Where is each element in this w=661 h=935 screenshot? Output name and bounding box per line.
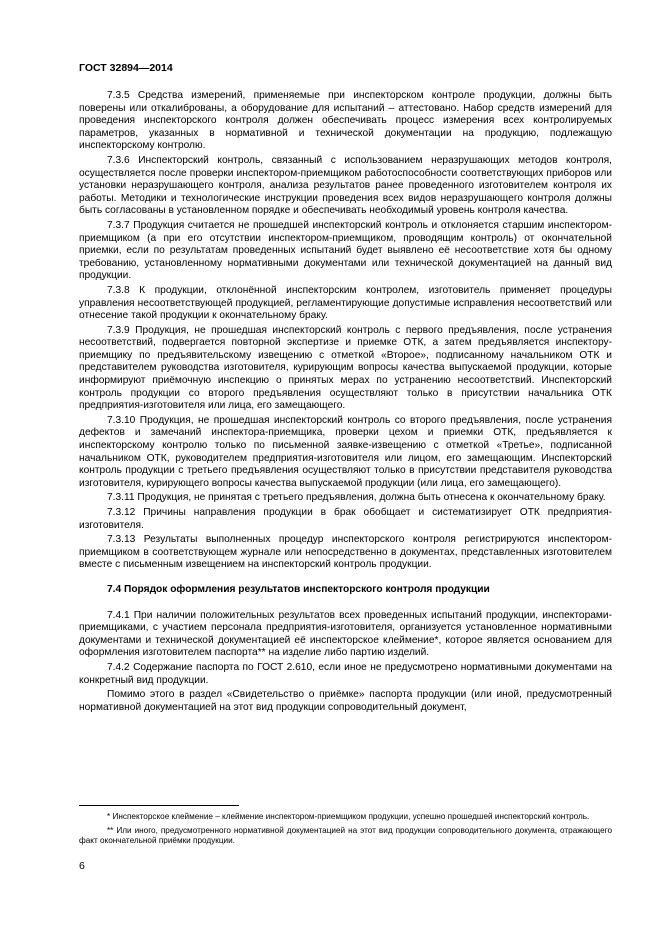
paragraph-7-4-2: 7.4.2 Содержание паспорта по ГОСТ 2.610, если иное не предусмотрено нормативными документами на конкретный вид продукции. xyxy=(79,661,612,686)
section-title: 7.4 Порядок оформления результатов инспекторского контроля продукции xyxy=(107,583,490,595)
paragraph-7-3-9: 7.3.9 Продукция, не прошедшая инспекторский контроль с первого предъявления, после устранения несоответствий, подвергается повторной экспертизе и приемке ОТК, а затем предъявляется инспектору-приемщику по предъявительскому извещению с отметкой «Второе», подписанному начальником ОТК и представителем руководства изготовителя, курирующим вопросы качества выпускаемой продукции, которые информируют приёмочную инспекцию о принятых мерах по устранению несоответствий. Инспекторский контроль продукции со второго предъявления осуществляют только в присутствии начальника ОТК предприятия-изготовителя или лица, его замещающего. xyxy=(79,324,612,412)
paragraph-7-3-6: 7.3.6 Инспекторский контроль, связанный с использованием неразрушающих методов контроля, осуществляется после проверки инспектором-приемщиком работоспособности соответствующих приборов или установки неразрушающего контроля, анализа результатов ранее проведенного изготовителем контроля их работы. Методики и технологические инструкции проведения всех видов неразрушающего контроля должны быть согласованы в установленном порядке и обеспечивать необходимый уровень контроля качества. xyxy=(79,154,612,217)
footnote-divider xyxy=(79,805,239,806)
footnotes xyxy=(79,812,612,850)
paragraph-7-3-10: 7.3.10 Продукция, не прошедшая инспекторский контроль со второго предъявления, после устранения дефектов и замечаний инспектора-приемщика, проверки цехом и приемки ОТК, предъявляется к инспекторскому контролю только по письменной заявке-извещению с отметкой «Третье», подписанной начальником ОТК, руководителем предприятия-изготовителя или лицом, его замещающим. Инспекторский контроль продукции с третьего предъявления осуществляют только в присутствии представителя руководства изготовителя, курирующего вопросы качества выпускаемой продукции (или лица, его замещающего). xyxy=(79,414,612,489)
page-number: 6 xyxy=(79,860,85,872)
paragraph-7-3-8: 7.3.8 К продукции, отклонённой инспекторским контролем, изготовитель применяет процедуры управления несоответствующей продукцией, регламентирующие допустимые исправления несоответствий или отнесение такой продукции к окончательному браку. xyxy=(79,284,612,322)
paragraph-7-3-13: 7.3.13 Результаты выполненных процедур инспекторского контроля регистрируются инспектором-приемщиком в соответствующем журнале или непосредственно в документах, представленных изготовителем вместе с письменным извещением на инспекторский контроль продукции. xyxy=(79,534,612,571)
footnote-1: * Инспекторское клеймение – клеймение инспектором-приемщиком продукции, успешно прошедшей инспекторский контроль. xyxy=(107,812,590,821)
paragraph-7-3-11: 7.3.11 Продукция, не принятая с третьего предъявления, должна быть отнесена к окончательному браку. xyxy=(107,492,606,504)
footnote-2: ** Или иного, предусмотренного нормативной документацией на этот вид продукции сопроводительного документа, отражающего факт окончательной приёмки продукции. xyxy=(79,825,612,846)
paragraph-7-3-7: 7.3.7 Продукция считается не прошедшей инспекторский контроль и отклоняется старшим инспектором-приемщиком (а при его отсутствии инспектором-приемщиком, проводящим контроль) от окончательной приемки, если по результатам проведенных испытаний будет выявлено её несоответствие хотя бы одному требованию, установленному нормативными документами или технической документацией на данный вид продукции. xyxy=(79,219,612,282)
document-code-header: ГОСТ 32894—2014 xyxy=(79,62,173,74)
paragraph-7-4-1: 7.4.1 При наличии положительных результатов всех проведенных испытаний продукции, инспекторами-приемщиками, с участием персонала предприятия-изготовителя, организуется установленное нормативными документами и технической документацией её инспекторское клеймение*, которое является основанием для оформления изготовителем паспорта** на изделие либо партию изделий. xyxy=(79,609,612,659)
document-body xyxy=(79,90,612,714)
paragraph-7-3-5: 7.3.5 Средства измерений, применяемые при инспекторском контроле продукции, должны быть поверены или откалиброваны, а оборудование для испытаний – аттестовано. Набор средств измерений для проведения инспекторского контроля должен обеспечивать процесс измерения всех контролируемых параметров, указанных в нормативной и технической документации на продукцию, подлежащую инспекторскому контролю. xyxy=(79,90,612,152)
paragraph-continuation: Помимо этого в раздел «Свидетельство о приёмке» паспорта продукции (или иной, предусмотренный нормативной документацией на этот вид продукции сопроводительный документ, xyxy=(79,689,612,713)
paragraph-7-3-12: 7.3.12 Причины направления продукции в брак обобщает и систематизирует ОТК предприятия-изготовителя. xyxy=(79,507,612,531)
